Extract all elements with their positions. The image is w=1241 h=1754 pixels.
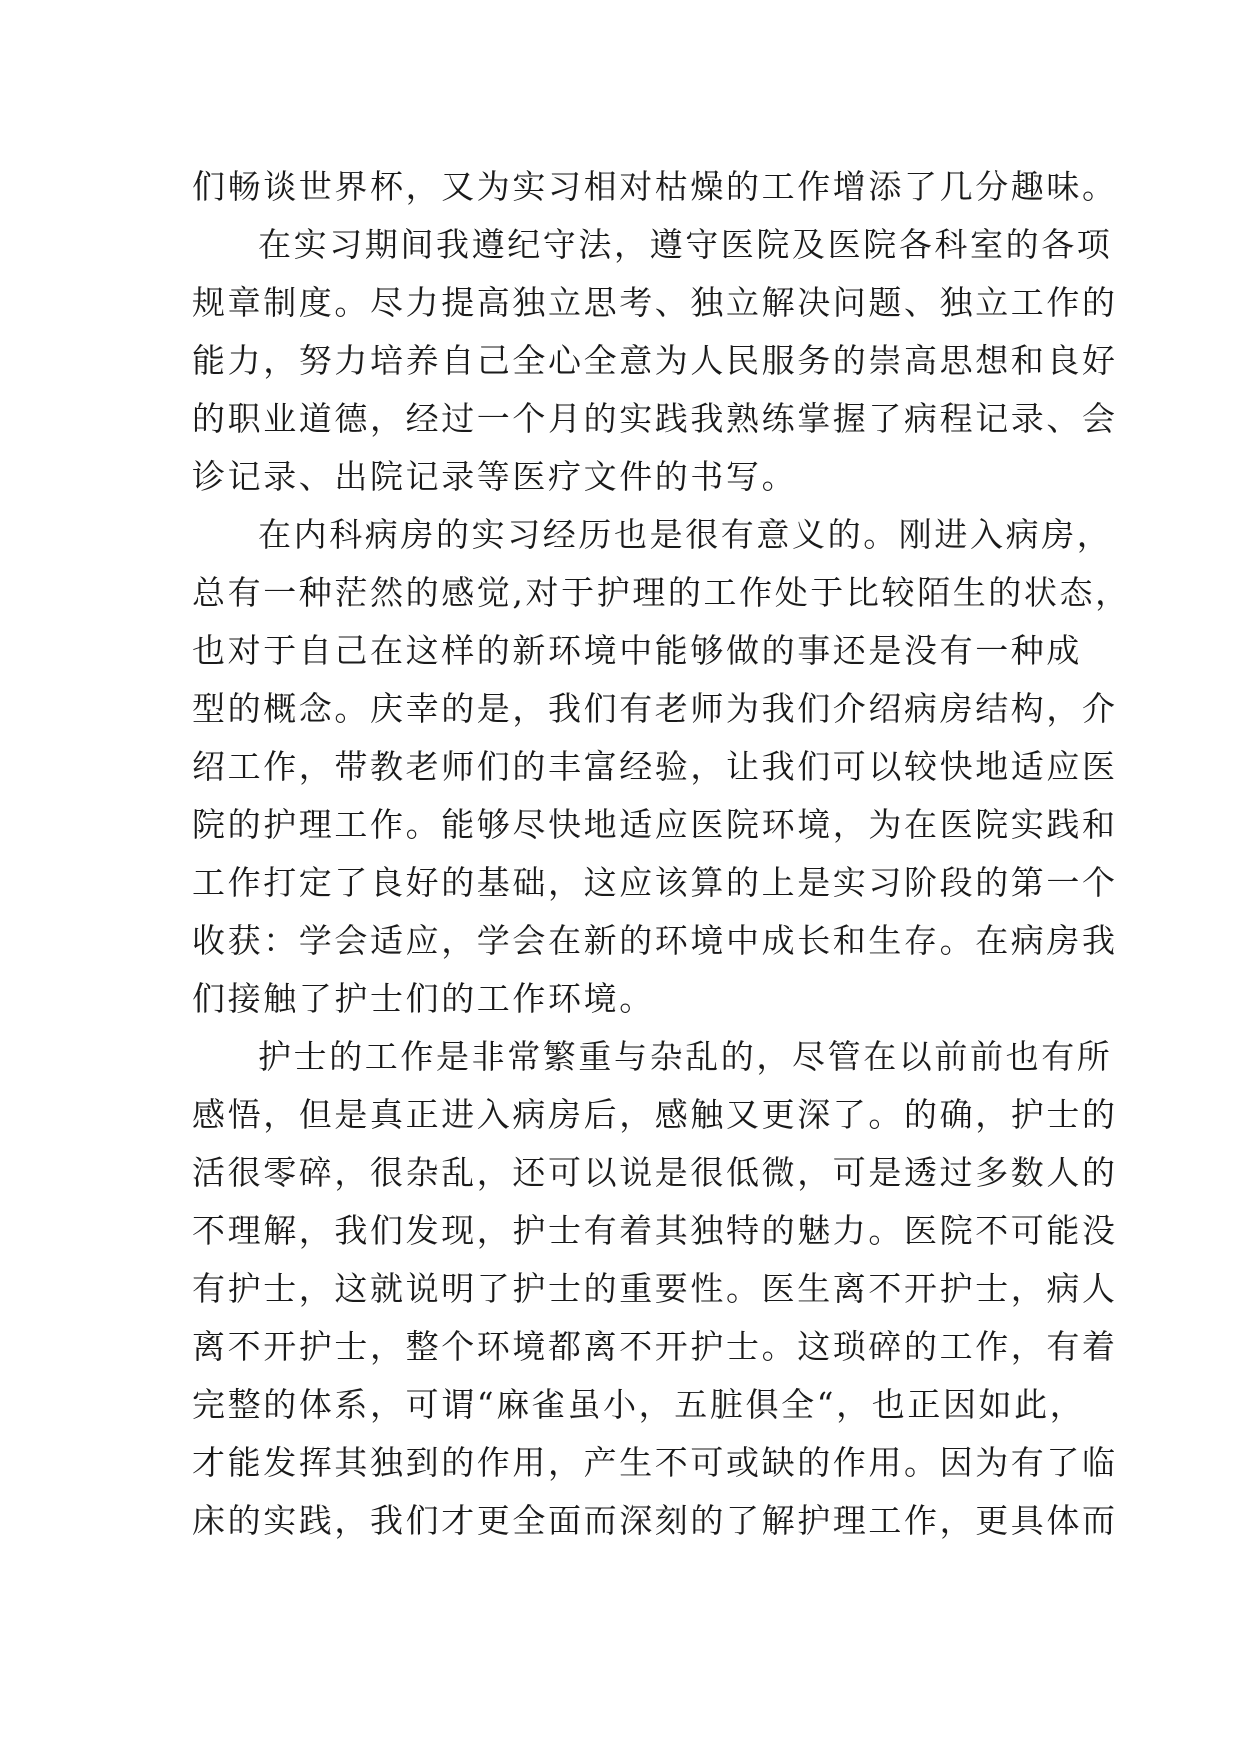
text-line: 总有一种茫然的感觉,对于护理的工作处于比较陌生的状态， bbox=[192, 573, 1131, 612]
text-line: 不理解，我们发现，护士有着其独特的魅力。医院不可能没 bbox=[192, 1211, 1118, 1250]
text-line: 的职业道德，经过一个月的实践我熟练掌握了病程记录、会 bbox=[192, 399, 1118, 438]
text-line: 也对于自己在这样的新环境中能够做的事还是没有一种成 bbox=[192, 631, 1082, 670]
text-line: 活很零碎，很杂乱，还可以说是很低微，可是透过多数人的 bbox=[192, 1153, 1118, 1192]
paragraph-first-line: 护士的工作是非常繁重与杂乱的，尽管在以前前也有所 bbox=[258, 1037, 1113, 1076]
text-line: 工作打定了良好的基础，这应该算的上是实习阶段的第一个 bbox=[192, 863, 1118, 902]
text-line: 院的护理工作。能够尽快地适应医院环境，为在医院实践和 bbox=[192, 805, 1118, 844]
text-line: 型的概念。庆幸的是，我们有老师为我们介绍病房结构，介 bbox=[192, 689, 1118, 728]
text-line: 感悟，但是真正进入病房后，感触又更深了。的确，护士的 bbox=[192, 1095, 1118, 1134]
text-line: 有护士，这就说明了护士的重要性。医生离不开护士，病人 bbox=[192, 1269, 1118, 1308]
text-line: 规章制度。尽力提高独立思考、独立解决问题、独立工作的 bbox=[192, 283, 1118, 322]
text-line: 绍工作，带教老师们的丰富经验，让我们可以较快地适应医 bbox=[192, 747, 1118, 786]
paragraph-first-line: 在内科病房的实习经历也是很有意义的。刚进入病房， bbox=[258, 515, 1113, 554]
text-line: 们接触了护士们的工作环境。 bbox=[192, 979, 655, 1018]
text-line: 床的实践，我们才更全面而深刻的了解护理工作，更具体而 bbox=[192, 1501, 1118, 1540]
body-text bbox=[192, 158, 1131, 1550]
text-line: 们畅谈世界杯，又为实习相对枯燥的工作增添了几分趣味。 bbox=[192, 167, 1118, 206]
paragraph-first-line: 在实习期间我遵纪守法，遵守医院及医院各科室的各项 bbox=[258, 225, 1113, 264]
text-line: 收获：学会适应，学会在新的环境中成长和生存。在病房我 bbox=[192, 921, 1118, 960]
text-line: 能力，努力培养自己全心全意为人民服务的崇高思想和良好 bbox=[192, 341, 1118, 380]
text-line: 诊记录、出院记录等医疗文件的书写。 bbox=[192, 457, 798, 496]
text-line: 完整的体系，可谓“麻雀虽小，五脏俱全“，也正因如此， bbox=[192, 1385, 1086, 1424]
text-line: 离不开护士，整个环境都离不开护士。这琐碎的工作，有着 bbox=[192, 1327, 1118, 1366]
text-line: 才能发挥其独到的作用，产生不可或缺的作用。因为有了临 bbox=[192, 1443, 1118, 1482]
